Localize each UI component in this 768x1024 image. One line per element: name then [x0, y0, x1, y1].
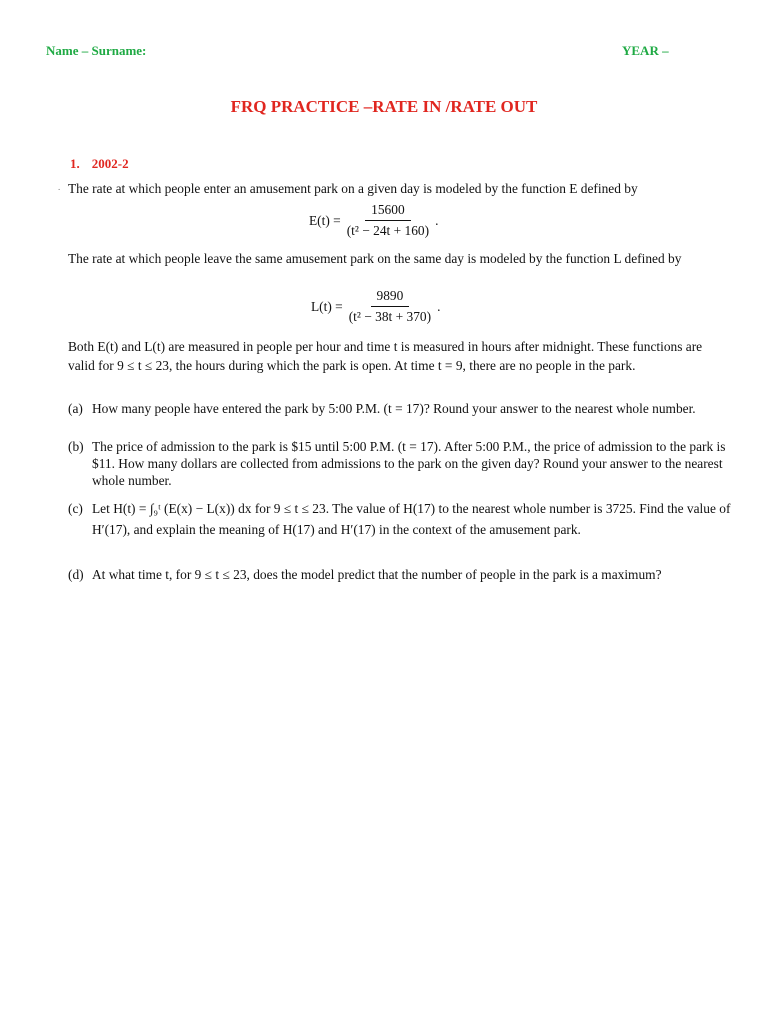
formula-l-lhs: L(t) = — [311, 298, 343, 314]
formula-l-period: . — [437, 298, 441, 314]
formula-e-numerator: 15600 — [365, 202, 410, 221]
part-d-label: (d) — [68, 567, 84, 582]
formula-e-denominator: (t² − 24t + 160) — [346, 223, 430, 238]
bullet-dot: . — [58, 182, 61, 192]
part-c-label: (c) — [68, 501, 83, 516]
formula-l-fraction — [349, 288, 431, 325]
leave-paragraph: The rate at which people leave the same amusement park on the same day is modeled by the function L defined by — [68, 251, 682, 266]
name-surname-label: Name – Surname: — [46, 43, 147, 58]
part-d — [68, 566, 732, 583]
formula-e-period: . — [435, 212, 439, 228]
formula-l-denominator: (t² − 38t + 370) — [348, 309, 432, 324]
part-b-text: The price of admission to the park is $15 until 5:00 P.M. (t = 17). After 5:00 P.M., the price of admission to the park is $11. How many dollars are collected from admissions to the park on the given day? Round your answer to the nearest whole number. — [92, 439, 726, 488]
both-paragraph: Both E(t) and L(t) are measured in people per hour and time t is measured in hours after midnight. These functions are valid for 9 ≤ t ≤ 23, the hours during which the park is open. At time t = 9, there are no people in the park. — [68, 339, 703, 373]
part-b-label: (b) — [68, 439, 84, 454]
formula-l — [311, 288, 440, 325]
problem-number — [70, 156, 129, 172]
part-c — [68, 498, 732, 540]
part-a-label: (a) — [68, 401, 83, 416]
problem-id: 2002-2 — [91, 156, 129, 171]
part-a-text: How many people have entered the park by 5:00 P.M. (t = 17)? Round your answer to the nearest whole number. — [92, 401, 696, 416]
problem-index: 1. — [70, 156, 80, 171]
page-title: FRQ PRACTICE –RATE IN /RATE OUT — [230, 97, 538, 116]
part-a — [68, 400, 732, 417]
part-b — [68, 438, 732, 489]
formula-e-fraction — [347, 202, 429, 239]
part-c-text: Let H(t) = ∫₉ᵗ (E(x) − L(x)) dx for 9 ≤ t ≤ 23. The value of H(17) to the nearest whole number is 3725. Find the value of H′(17), and explain the meaning of H(17) and H′(17) in the context of the amusement park. — [92, 501, 731, 537]
intro-paragraph: The rate at which people enter an amusement park on a given day is modeled by the function E defined by — [68, 181, 638, 196]
part-d-text: At what time t, for 9 ≤ t ≤ 23, does the model predict that the number of people in the park is a maximum? — [92, 567, 662, 582]
formula-e-lhs: E(t) = — [309, 212, 341, 228]
formula-l-numerator: 9890 — [371, 288, 410, 307]
formula-e — [309, 202, 438, 239]
year-label: YEAR – — [622, 43, 669, 58]
